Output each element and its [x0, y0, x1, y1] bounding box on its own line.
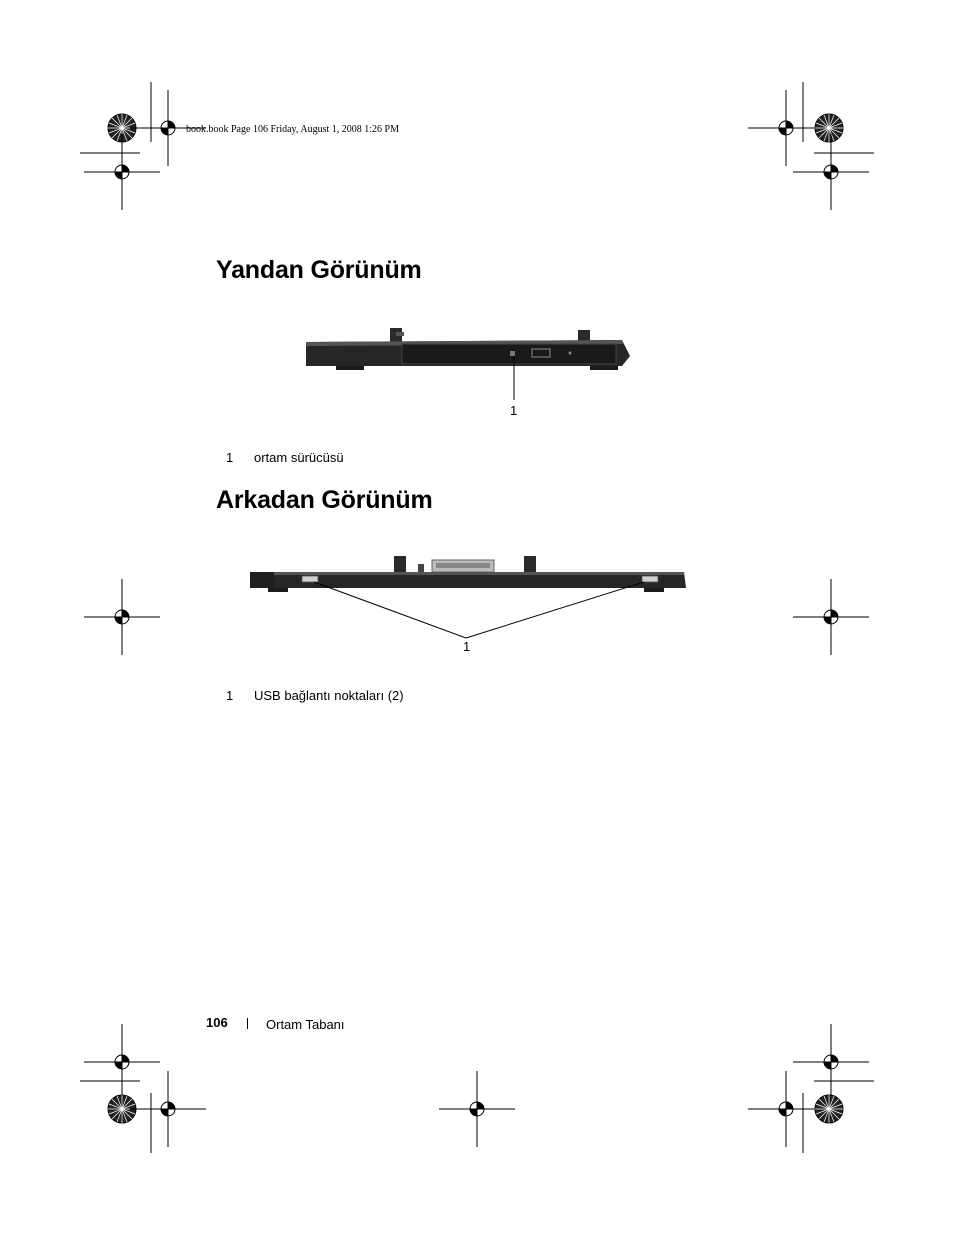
legend-item	[226, 688, 404, 703]
print-slug: book.book Page 106 Friday, August 1, 2008 1:26 PM	[186, 124, 399, 135]
side-view-illustration	[300, 322, 640, 402]
legend-number: 1	[226, 688, 234, 703]
legend-number: 1	[226, 450, 234, 465]
page-number: 106	[206, 1015, 228, 1030]
section-title-back-view: Arkadan Görünüm	[216, 486, 433, 514]
callout-number: 1	[510, 403, 518, 418]
legend-text: USB bağlantı noktaları (2)	[254, 688, 404, 703]
footer-divider	[247, 1018, 248, 1029]
back-view-illustration	[244, 552, 690, 648]
legend-text: ortam sürücüsü	[254, 450, 344, 465]
legend-item	[226, 450, 344, 465]
section-title-side-view: Yandan Görünüm	[216, 256, 422, 284]
callout-number: 1	[463, 639, 471, 654]
footer-chapter-title: Ortam Tabanı	[266, 1017, 345, 1032]
